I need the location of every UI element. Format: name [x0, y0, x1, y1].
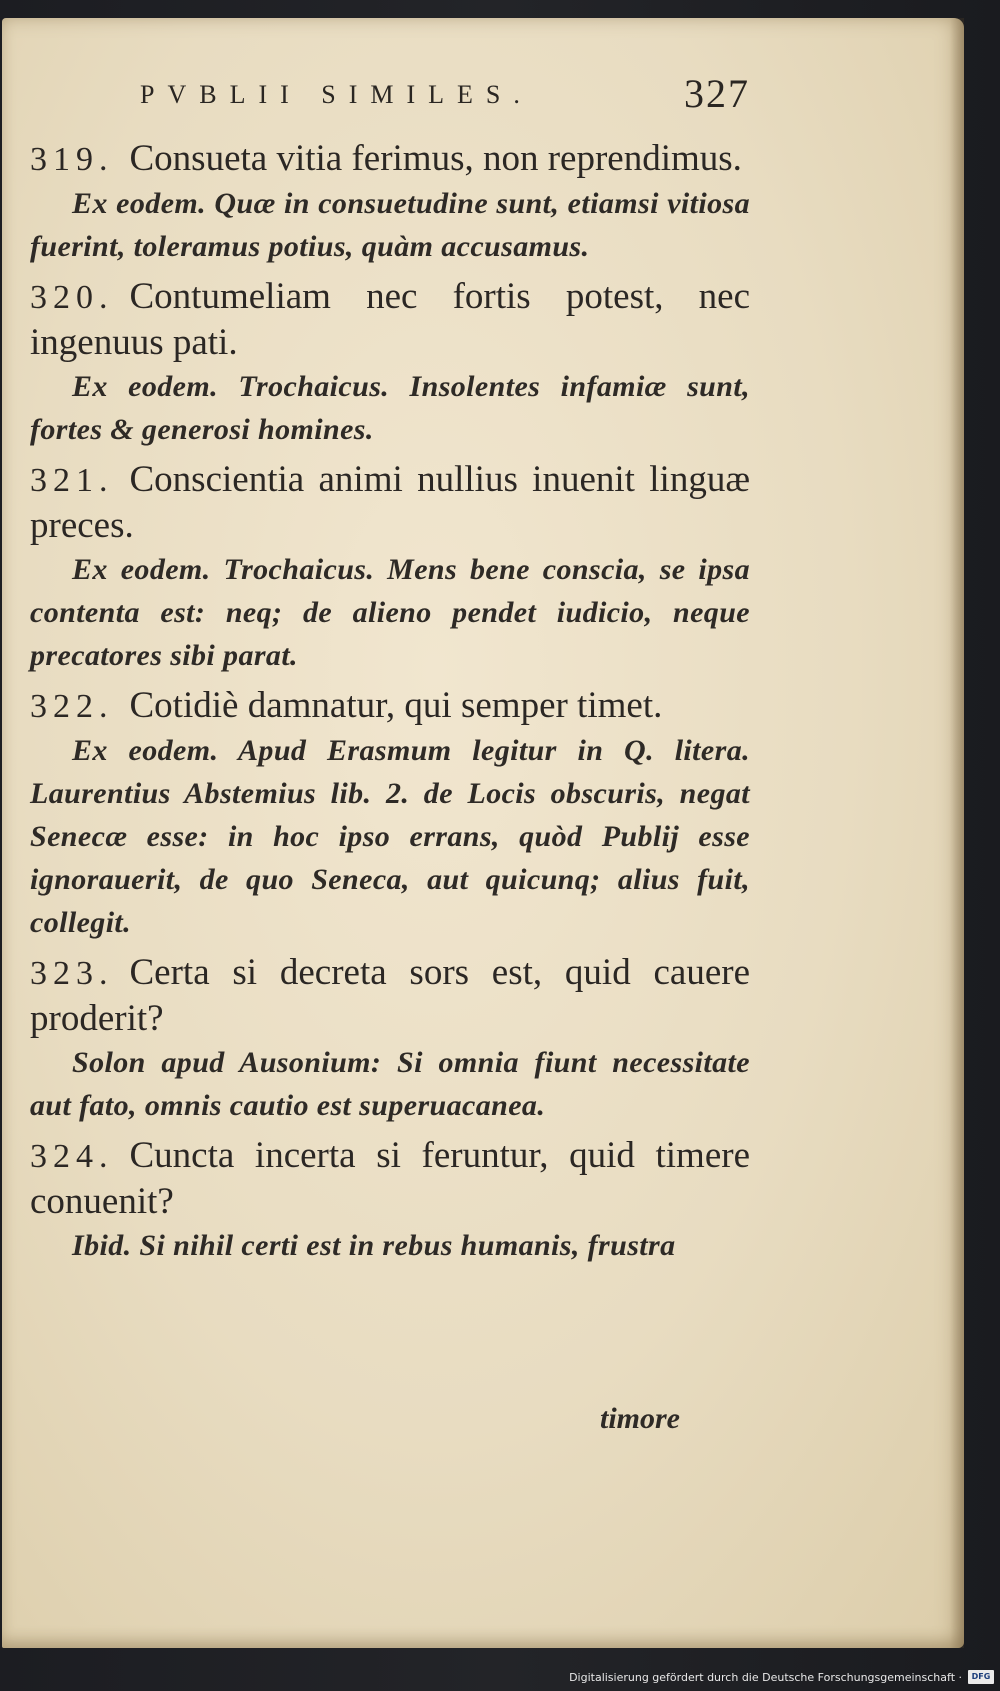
maxim-number: 323. [30, 955, 114, 992]
dfg-logo-icon: DFG [968, 1670, 994, 1684]
maxim [30, 457, 750, 548]
maxim [30, 950, 750, 1041]
maxim-text: Consueta vitia ferimus, non reprendimus. [129, 138, 742, 179]
entry-324 [30, 1133, 750, 1267]
page-number: 327 [684, 71, 750, 116]
maxim-number: 319. [30, 141, 114, 178]
commentary: Ex eodem. Quæ in consuetudine sunt, etiamsi vitiosa fuerint, toleramus potius, quàm accusamus. [30, 187, 750, 263]
commentary: Solon apud Ausonium: Si omnia fiunt necessitate aut fato, omnis cautio est superuacanea. [30, 1046, 750, 1122]
page-header [140, 70, 750, 120]
commentary: Ex eodem. Trochaicus. Mens bene conscia, se ipsa contenta est: neq; de alieno pendet iudicio, neque precatores sibi parat. [30, 553, 750, 672]
maxim [30, 136, 750, 182]
maxim-text: Cuncta incerta si feruntur, quid timere conuenit? [30, 1135, 750, 1222]
catchword: timore [600, 1402, 680, 1435]
maxim-number: 322. [30, 688, 114, 725]
commentary: Ibid. Si nihil certi est in rebus humanis, frustra [72, 1229, 676, 1262]
commentary: Ex eodem. Trochaicus. Insolentes infamiæ sunt, fortes & generosi homines. [30, 370, 750, 446]
entry-320 [30, 274, 750, 451]
funding-credit: Digitalisierung gefördert durch die Deutsche Forschungsgemeinschaft · [569, 1670, 962, 1684]
maxim-text: Contumeliam nec fortis potest, nec ingenuus pati. [30, 276, 750, 363]
maxim-text: Conscientia animi nullius inuenit linguæ preces. [30, 459, 750, 546]
running-title: PVBLII SIMILES. [140, 80, 533, 109]
maxim-text: Cotidiè damnatur, qui semper timet. [129, 685, 663, 726]
maxim [30, 274, 750, 365]
entry-323 [30, 950, 750, 1127]
digitization-footer [569, 1667, 994, 1687]
page-edge-shadow [950, 18, 964, 1648]
entry-319 [30, 136, 750, 268]
maxim [30, 683, 750, 729]
text-block [30, 136, 750, 1273]
maxim-number: 324. [30, 1138, 114, 1175]
commentary: Ex eodem. Apud Erasmum legitur in Q. litera. Laurentius Abstemius lib. 2. de Locis obscuris, negat Senecæ esse: in hoc ipso errans, quòd Publij esse ignorauerit, de quo Seneca, aut quicunq; alius fuit, collegit. [30, 734, 750, 939]
maxim-number: 321. [30, 462, 114, 499]
entry-322 [30, 683, 750, 944]
maxim [30, 1133, 750, 1224]
entry-321 [30, 457, 750, 677]
maxim-number: 320. [30, 279, 114, 316]
maxim-text: Certa si decreta sors est, quid cauere proderit? [30, 952, 750, 1039]
